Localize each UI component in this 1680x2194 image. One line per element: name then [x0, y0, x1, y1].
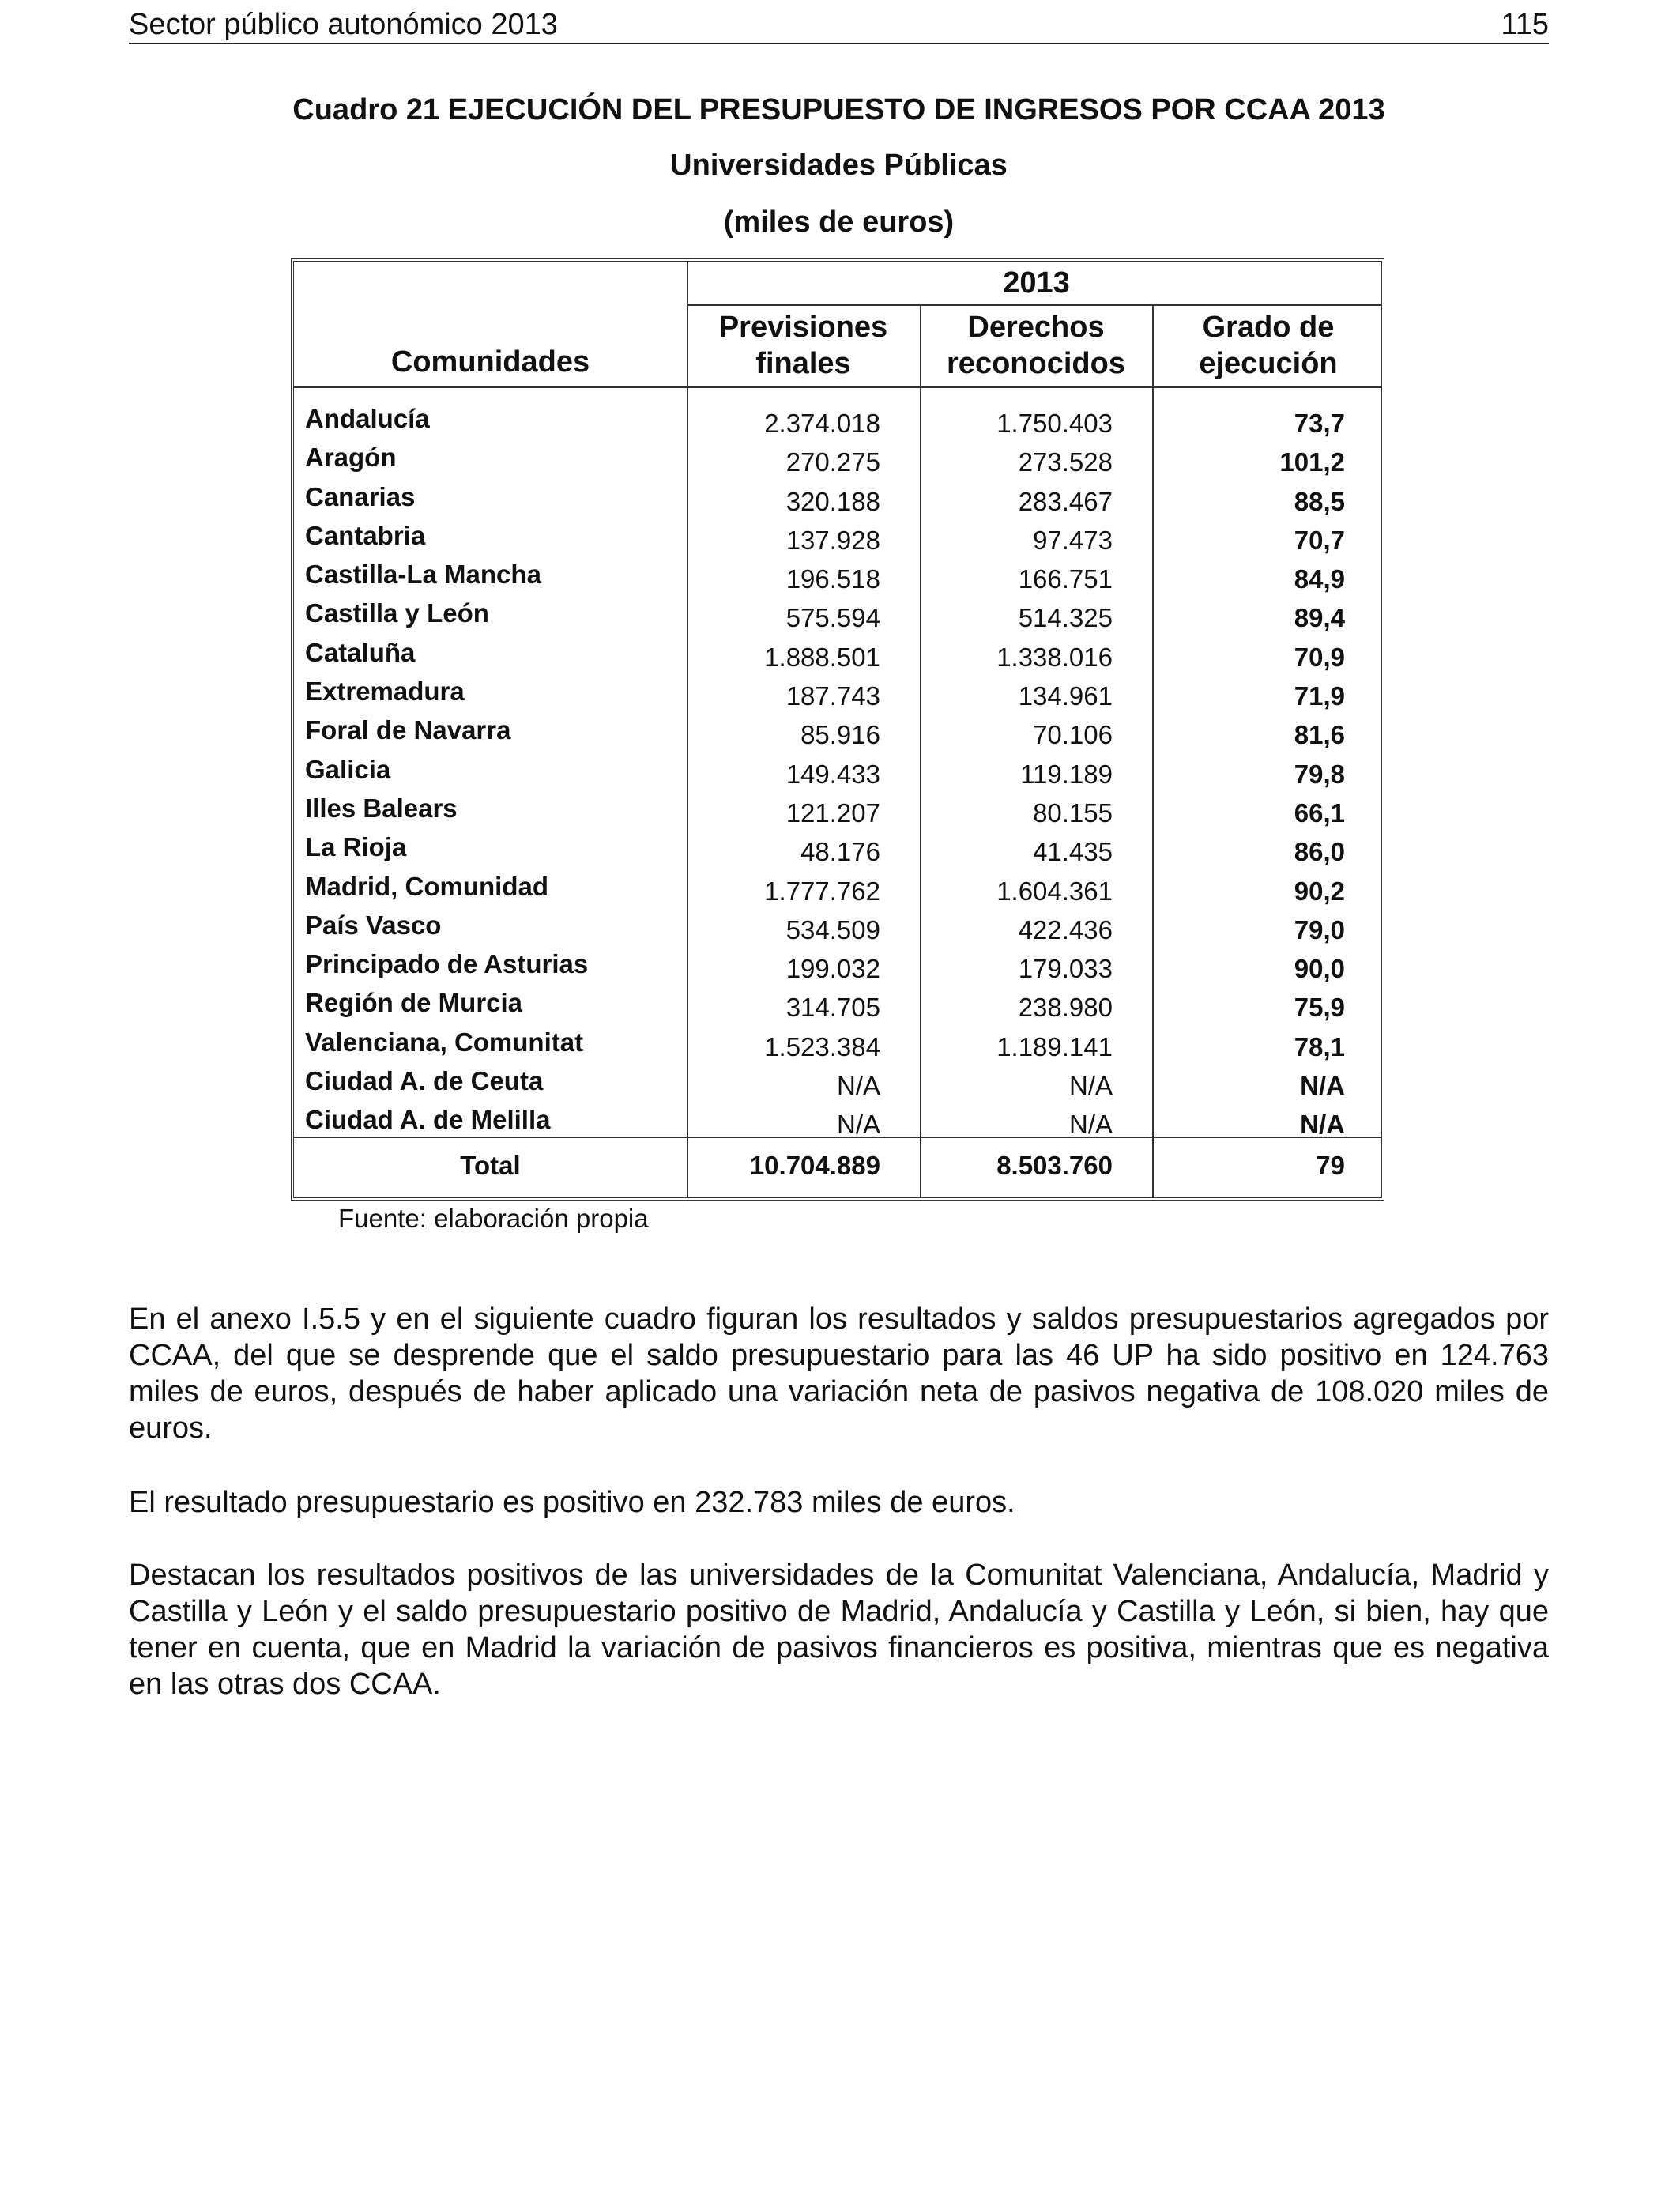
- cell-previsiones: 575.594: [785, 603, 880, 633]
- table-row: [294, 752, 1381, 790]
- col-header-derechos: Derechos reconocidos: [947, 311, 1125, 380]
- row-name: Principado de Asturias: [305, 949, 589, 979]
- cell-previsiones: 1.777.762: [764, 876, 880, 906]
- cell-derechos: 422.436: [1018, 914, 1113, 944]
- cell-previsiones: 196.518: [785, 564, 880, 594]
- table-row: [294, 869, 1381, 907]
- cell-previsiones: 85.916: [800, 720, 880, 750]
- table-title: Cuadro 21 EJECUCIÓN DEL PRESUPUESTO DE INGRESOS POR CCAA 2013: [292, 93, 1385, 126]
- cell-derechos: 283.467: [1018, 486, 1113, 516]
- cell-grado: 84,9: [1294, 564, 1345, 594]
- body-paragraph: En el anexo I.5.5 y en el siguiente cuadro figuran los resultados y saldos presupuestarios agregados por CCAA, del que se desprende que el saldo presupuestario para las 46 UP ha sido positivo en 124.763 miles de euros, después de haber aplicado una variación neta de pasivos negativa de 108.020 miles de euros.: [129, 1302, 1549, 1445]
- table-row: [294, 1063, 1381, 1102]
- row-name: Cataluña: [305, 637, 416, 667]
- cell-derechos: 1.604.361: [996, 876, 1113, 906]
- header-section-title: Sector público autonómico 2013: [129, 8, 558, 41]
- cell-grado: 70,9: [1294, 642, 1345, 672]
- cell-derechos: 1.750.403: [996, 409, 1113, 438]
- total-label: Total: [460, 1151, 521, 1180]
- body-paragraph: El resultado presupuestario es positivo en 232.783 miles de euros.: [129, 1486, 1015, 1519]
- table-body: [294, 401, 1381, 1141]
- cell-derechos: N/A: [1068, 1071, 1113, 1101]
- total-grado: 79: [1316, 1151, 1345, 1180]
- cell-previsiones: 149.433: [785, 759, 880, 789]
- page-number: 115: [1501, 8, 1549, 41]
- cell-previsiones: N/A: [836, 1110, 880, 1140]
- table-row: [294, 518, 1381, 556]
- cell-grado: 81,6: [1294, 720, 1345, 750]
- cell-previsiones: N/A: [836, 1071, 880, 1101]
- table-row: [294, 635, 1381, 673]
- table-source: Fuente: elaboración propia: [338, 1204, 649, 1233]
- total-previsiones: 10.704.889: [749, 1151, 880, 1180]
- row-name: Extremadura: [305, 677, 465, 707]
- cell-derechos: 70.106: [1033, 720, 1113, 750]
- cell-previsiones: 2.374.018: [764, 409, 880, 438]
- row-name: Illes Balears: [305, 793, 458, 823]
- cell-previsiones: 270.275: [785, 447, 880, 477]
- table-row: [294, 1102, 1381, 1140]
- table-row: [294, 985, 1381, 1023]
- cell-derechos: 97.473: [1033, 525, 1113, 555]
- total-derechos: 8.503.760: [996, 1151, 1113, 1180]
- col-header-comunidades: Comunidades: [390, 345, 590, 379]
- cell-grado: 101,2: [1279, 447, 1345, 477]
- cell-derechos: 134.961: [1018, 681, 1113, 711]
- table-row: [294, 1024, 1381, 1063]
- cell-previsiones: 137.928: [785, 525, 880, 555]
- table-row: [294, 946, 1381, 985]
- cell-previsiones: 187.743: [785, 681, 880, 711]
- table-row: [294, 479, 1381, 518]
- body-paragraph: Destacan los resultados positivos de las universidades de la Comunitat Valenciana, Andalucía, Madrid y Castilla y León y el saldo presupuestario positivo de Madrid, Andalucía y Castilla y León, si bien, hay que tener en cuenta, que en Madrid la variación de pasivos financieros es positiva, mientras que es negativa en las otras dos CCAA.: [129, 1559, 1549, 1701]
- cell-derechos: 80.155: [1033, 797, 1113, 827]
- col-header-previsiones: Previsiones finales: [718, 311, 888, 380]
- cell-previsiones: 48.176: [800, 837, 880, 867]
- cell-derechos: 1.189.141: [996, 1031, 1113, 1061]
- cell-grado: N/A: [1300, 1110, 1345, 1140]
- table-row: [294, 556, 1381, 595]
- cell-derechos: 119.189: [1020, 759, 1113, 789]
- table-subtitle: Universidades Públicas: [670, 149, 1008, 182]
- cell-grado: 79,8: [1294, 759, 1345, 789]
- cell-derechos: N/A: [1068, 1110, 1113, 1140]
- row-name: Castilla-La Mancha: [305, 560, 541, 590]
- cell-grado: 90,2: [1294, 876, 1345, 906]
- row-name: Madrid, Comunidad: [305, 871, 548, 901]
- cell-derechos: 179.033: [1018, 954, 1113, 984]
- cell-previsiones: 121.207: [785, 797, 880, 827]
- row-name: La Rioja: [305, 832, 407, 862]
- table-row: [294, 790, 1381, 829]
- cell-derechos: 1.338.016: [996, 642, 1113, 672]
- table-row: [294, 439, 1381, 478]
- cell-previsiones: 199.032: [785, 954, 880, 984]
- table-row: [294, 829, 1381, 868]
- cell-derechos: 238.980: [1018, 993, 1113, 1023]
- cell-derechos: 41.435: [1033, 837, 1113, 867]
- cell-grado: 78,1: [1294, 1031, 1345, 1061]
- row-name: Región de Murcia: [305, 988, 523, 1018]
- cell-previsiones: 534.509: [785, 914, 880, 944]
- page-header: [129, 6, 1549, 44]
- cell-grado: 66,1: [1294, 797, 1345, 827]
- table-row: [294, 401, 1381, 439]
- col-header-grado: Grado de ejecución: [1199, 311, 1338, 380]
- cell-derechos: 514.325: [1018, 603, 1113, 633]
- table-units: (miles de euros): [723, 205, 955, 239]
- cell-derechos: 166.751: [1018, 564, 1113, 594]
- cell-grado: 75,9: [1294, 993, 1345, 1023]
- cell-previsiones: 1.888.501: [764, 642, 880, 672]
- cell-grado: 90,0: [1294, 954, 1345, 984]
- row-name: Ciudad A. de Melilla: [305, 1105, 551, 1135]
- cell-derechos: 273.528: [1018, 447, 1113, 477]
- row-name: Aragón: [305, 443, 397, 473]
- row-name: País Vasco: [305, 910, 442, 940]
- cell-grado: 70,7: [1294, 525, 1345, 555]
- year-header: 2013: [1003, 266, 1070, 300]
- table-row: [294, 712, 1381, 751]
- row-name: Canarias: [305, 481, 416, 511]
- row-divider: [687, 304, 1381, 306]
- table-row: [294, 595, 1381, 634]
- cell-grado: 88,5: [1294, 486, 1345, 516]
- cell-grado: 79,0: [1294, 914, 1345, 944]
- row-name: Foral de Navarra: [305, 715, 511, 745]
- cell-grado: 89,4: [1294, 603, 1345, 633]
- cell-previsiones: 1.523.384: [764, 1031, 880, 1061]
- cell-grado: 71,9: [1294, 681, 1345, 711]
- cell-grado: 86,0: [1294, 837, 1345, 867]
- row-name: Galicia: [305, 754, 391, 784]
- cell-grado: 73,7: [1294, 409, 1345, 438]
- row-name: Andalucía: [305, 404, 430, 433]
- row-name: Castilla y León: [305, 598, 489, 628]
- row-name: Valenciana, Comunitat: [305, 1027, 584, 1057]
- cell-previsiones: 314.705: [785, 993, 880, 1023]
- row-name: Ciudad A. de Ceuta: [305, 1066, 544, 1096]
- row-name: Cantabria: [305, 520, 426, 550]
- budget-table: [291, 258, 1384, 1201]
- table-row: [294, 673, 1381, 712]
- cell-grado: N/A: [1300, 1071, 1345, 1101]
- header-divider: [294, 386, 1381, 388]
- cell-previsiones: 320.188: [785, 486, 880, 516]
- table-row: [294, 907, 1381, 946]
